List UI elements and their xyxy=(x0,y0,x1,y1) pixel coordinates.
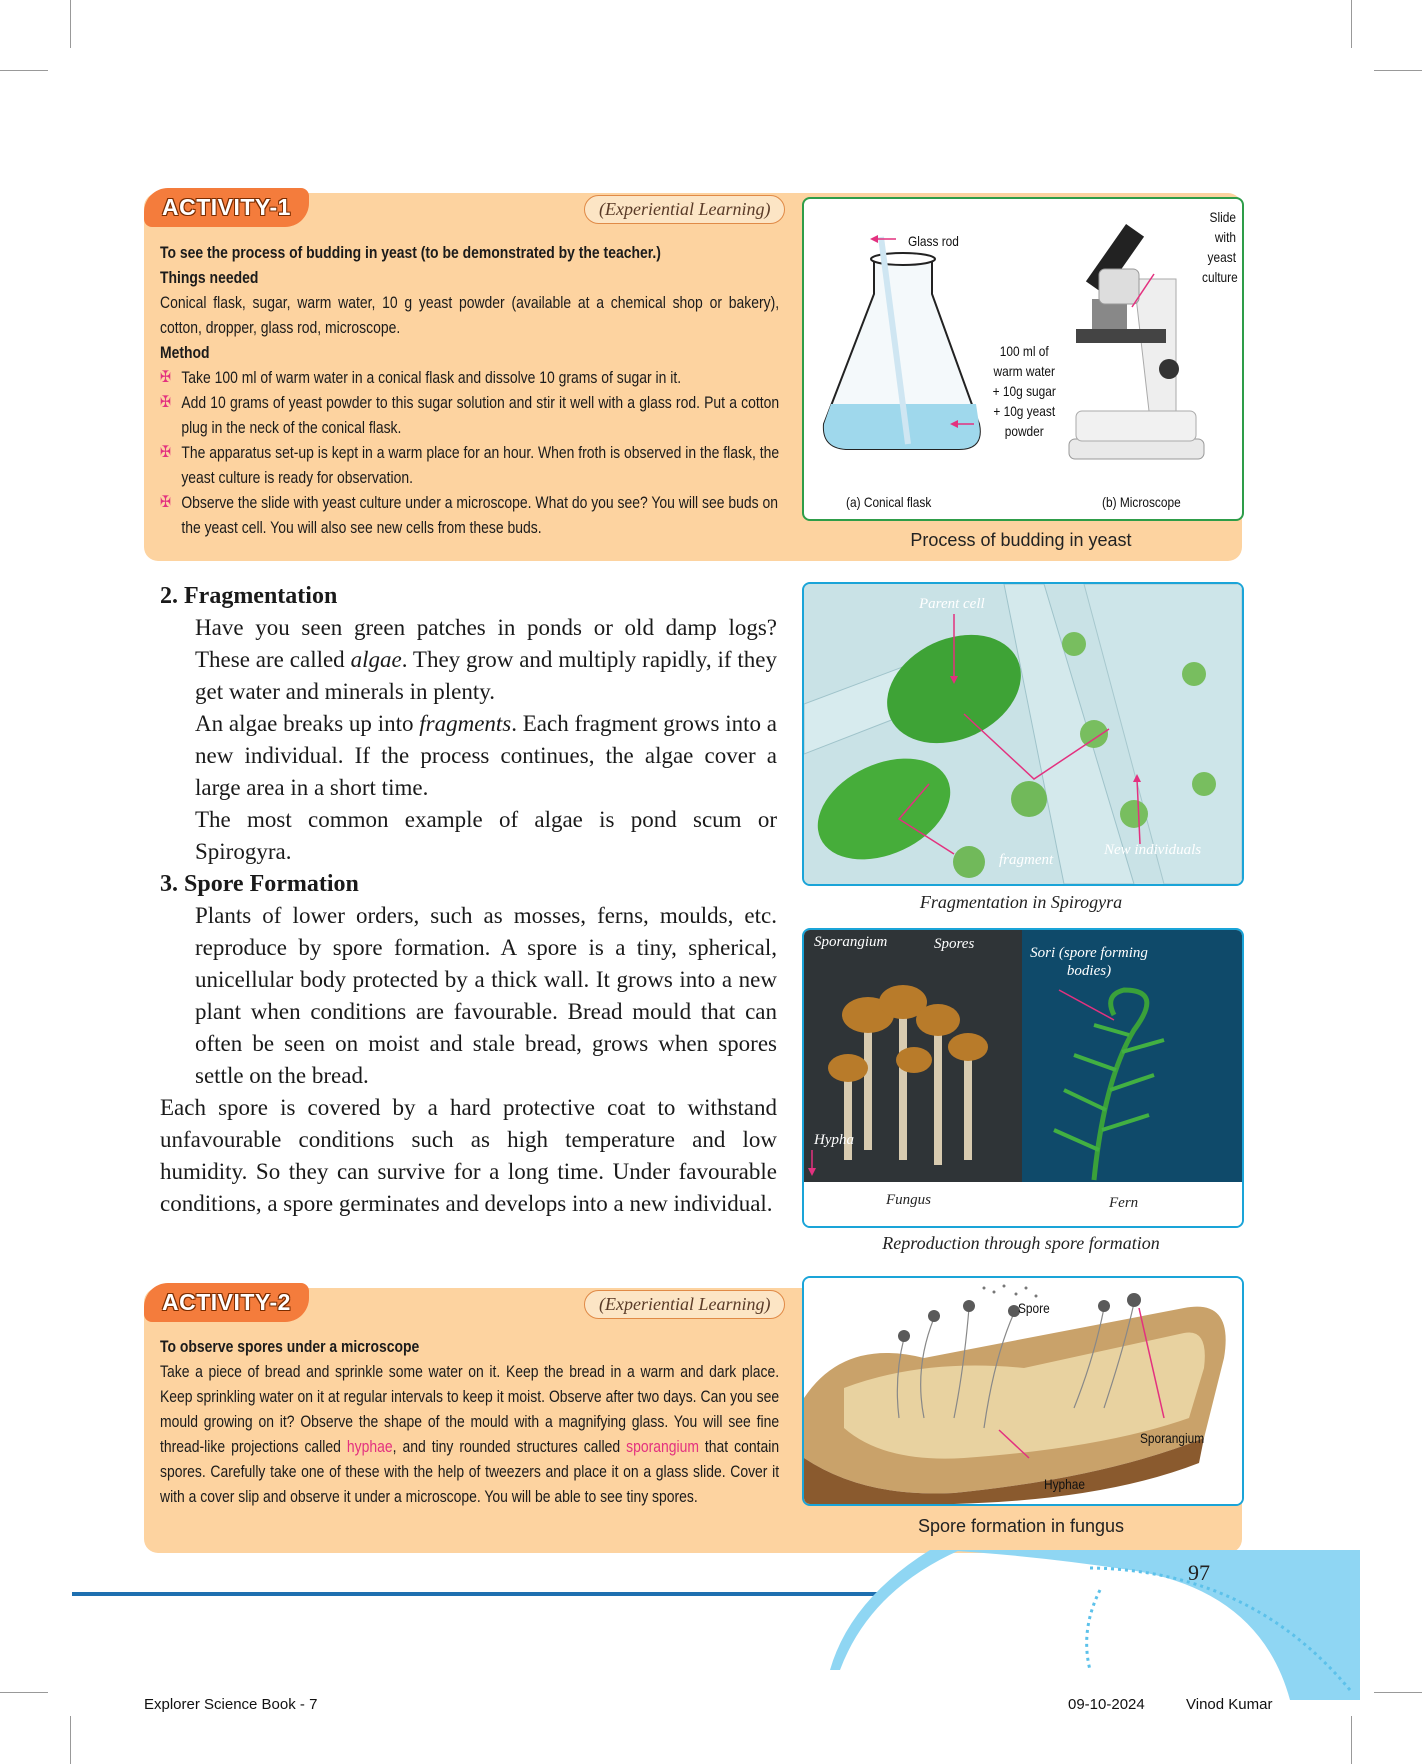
slide-label: Slide with yeast culture xyxy=(1202,209,1238,285)
fragmentation-paragraph-3: The most common example of algae is pond scum or Spirogyra. xyxy=(195,807,777,864)
crop-mark xyxy=(70,0,71,48)
footer-book-title: Explorer Science Book - 7 xyxy=(144,1696,318,1713)
fragment-label: fragment xyxy=(999,852,1054,868)
hypha-label: Hypha xyxy=(814,1132,854,1148)
spore-paragraph-2: Each spore is covered by a hard protective coat to withstand unfavourable conditions such as high temperature and low humidity. So they can survive for a long time. Under favourable conditions, a spore germinates and develops into a new individual. xyxy=(160,1095,777,1216)
crop-mark xyxy=(1351,0,1352,48)
activity1-step: ✠ Observe the slide with yeast culture under a microscope. What do you see? You will see buds on the yeast cell. You will also see new cells from these buds. xyxy=(160,490,779,540)
activity2-body: Take a piece of bread and sprinkle some water on it. Keep the bread in a warm and dark place. Keep sprinkling water on it at regular intervals to keep it moist. Observe after two days. Can you see mould growing on it? Observe the shape of the mould with a magnifying glass. You will see fine thread-like projections called hyphae, and tiny rounded structures called sporangium that contain spores. Carefully take one of these with the help of tweezers and place it on a glass slide. Cover it with a cover slip and observe it under a microscope. You will be able to see tiny spores. xyxy=(160,1362,780,1506)
page-corner-decoration xyxy=(830,1550,1360,1700)
sori-label: Sori (spore forming bodies) xyxy=(1030,945,1148,979)
footer-author: Vinod Kumar xyxy=(1186,1696,1273,1713)
activity2-tag: (Experiential Learning) xyxy=(584,1290,785,1319)
activity1-title: To see the process of budding in yeast (to be demonstrated by the teacher.) xyxy=(160,243,661,262)
cross-bullet-icon: ✠ xyxy=(160,494,171,511)
hyphae-label: Hyphae xyxy=(1044,1476,1086,1492)
new-individuals-label: New individuals xyxy=(1104,842,1202,858)
crop-mark xyxy=(1374,1692,1422,1693)
microscope-label: (b) Microscope xyxy=(1102,494,1181,510)
crop-mark xyxy=(1374,70,1422,71)
cross-bullet-icon: ✠ xyxy=(160,369,171,386)
mould-sporangium-label: Sporangium xyxy=(1140,1430,1205,1446)
fragmentation-heading: 2. Fragmentation xyxy=(160,583,338,609)
spirogyra-figure xyxy=(802,582,1244,886)
fern-label: Fern xyxy=(1109,1195,1139,1211)
activity1-things-heading: Things needed xyxy=(160,268,259,287)
parent-cell-label: Parent cell xyxy=(919,596,985,612)
spore-paragraph-1: Plants of lower orders, such as mosses, ferns, moulds, etc. reproduce by spore formation. A spore is a tiny, spherical, unicellular body protected by a thick wall. It grows into a new plant when conditions are favourable. Bread mould that can often be seen on moist and stale bread, grows when spores settle on the bread. xyxy=(195,903,777,1088)
crop-mark xyxy=(70,1716,71,1764)
activity1-tag: (Experiential Learning) xyxy=(584,195,785,224)
spore-heading: 3. Spore Formation xyxy=(160,871,359,897)
conical-flask-label: (a) Conical flask xyxy=(846,494,932,510)
page-number: 97 xyxy=(1188,1560,1210,1585)
crop-mark xyxy=(1351,1716,1352,1764)
activity1-step: ✠ The apparatus set-up is kept in a warm place for an hour. When froth is observed in the flask, the yeast culture is ready for observation. xyxy=(160,440,779,490)
spore-formation-caption: Reproduction through spore formation xyxy=(882,1233,1160,1253)
cross-bullet-icon: ✠ xyxy=(160,394,171,411)
bottom-rule xyxy=(72,1592,884,1596)
activity1-method-heading: Method xyxy=(160,343,210,362)
spore-formation-figure xyxy=(802,928,1244,1228)
crop-mark xyxy=(0,70,48,71)
activity2-title: To observe spores under a microscope xyxy=(160,1337,420,1356)
footer-date: 09-10-2024 xyxy=(1068,1696,1145,1713)
fragmentation-paragraph-1: Have you seen green patches in ponds or old damp logs? These are called algae. They grow and multiply rapidly, if they get water and minerals in plenty. xyxy=(195,615,777,704)
fragmentation-section xyxy=(160,580,777,1220)
activity2-badge: ACTIVITY-2 xyxy=(144,1283,309,1322)
yeast-figure-caption: Process of budding in yeast xyxy=(910,530,1132,550)
yeast-budding-figure xyxy=(802,197,1244,521)
spirogyra-illustration xyxy=(804,584,1242,884)
bread-mould-caption: Spore formation in fungus xyxy=(917,1516,1125,1536)
spirogyra-caption: Fragmentation in Spirogyra xyxy=(919,892,1123,912)
activity1-things: Conical flask, sugar, warm water, 10 g yeast powder (available at a chemical shop or bakery), cotton, dropper, glass rod, microscope. xyxy=(160,293,780,337)
mixture-label: 100 ml of warm water + 10g sugar + 10g yeast powder xyxy=(992,343,1056,439)
activity1-step: ✠ Add 10 grams of yeast powder to this sugar solution and stir it well with a glass rod. Put a cotton plug in the neck of the conical flask. xyxy=(160,390,779,440)
fragmentation-paragraph-2: An algae breaks up into fragments. Each fragment grows into a new individual. If the process continues, the algae cover a large area in a short time. xyxy=(195,711,777,800)
crop-mark xyxy=(0,1692,48,1693)
activity1-badge: ACTIVITY-1 xyxy=(144,188,309,227)
activity2-text xyxy=(160,1334,779,1509)
activity1-text xyxy=(160,240,779,540)
fungus-fern-illustration xyxy=(804,930,1242,1226)
sporangium-label: Sporangium xyxy=(814,934,888,950)
activity1-step: ✠ Take 100 ml of warm water in a conical flask and dissolve 10 grams of sugar in it. xyxy=(160,365,779,390)
spores-label: Spores xyxy=(934,936,975,952)
bread-mould-figure xyxy=(802,1276,1244,1506)
fungus-label: Fungus xyxy=(886,1192,931,1208)
glass-rod-label: Glass rod xyxy=(908,233,959,249)
spore-label: Spore xyxy=(1018,1300,1050,1316)
cross-bullet-icon: ✠ xyxy=(160,444,171,461)
